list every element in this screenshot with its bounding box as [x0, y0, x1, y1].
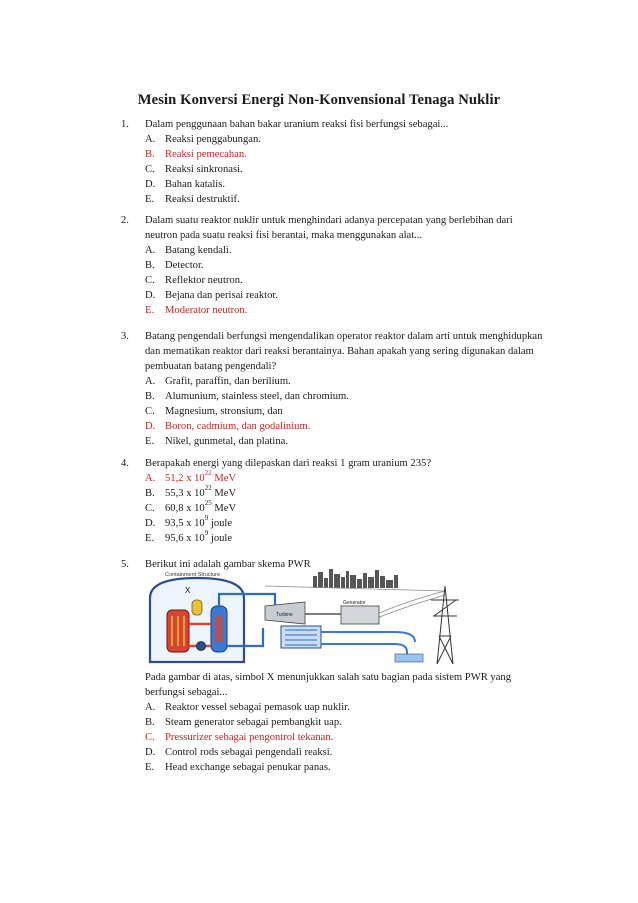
option-b: B. Detector.: [145, 260, 204, 271]
option-d: D. 93,5 x $10^9$ joule: [145, 514, 233, 529]
question-stem-line: berfungsi sebagai...: [145, 687, 228, 698]
question-stem-line: Dalam penggunaan bahan bakar uranium reaksi fisi berfungsi sebagai...: [145, 119, 449, 130]
x-marker-label: X: [185, 586, 191, 595]
option-b: B. Steam generator sebagai pembangkit uap.: [145, 717, 342, 728]
generator-label: Generator: [343, 600, 366, 606]
option-a-correct: A. 51,2 x $10^{22}$ MeV: [145, 469, 237, 484]
option-a: A. Grafit, paraffin, dan berilium.: [145, 376, 291, 387]
city-skyline-icon: [313, 569, 398, 588]
question-number: 5.: [121, 559, 129, 570]
option-d: D. Bejana dan perisai reaktor.: [145, 290, 278, 301]
option-c: C. Reflektor neutron.: [145, 275, 243, 286]
question-stem-line: pembuatan batang pengendali?: [145, 361, 277, 372]
option-b: B. Alumunium, stainless steel, dan chromium.: [145, 391, 349, 402]
option-c: C. 60,8 x $10^{25}$ MeV: [145, 499, 237, 514]
question-stem-line: Berikut ini adalah gambar skema PWR: [145, 559, 311, 570]
option-e: E. 95,6 x $10^9$ joule: [145, 529, 233, 544]
option-b-correct: B. Reaksi pemecahan.: [145, 149, 247, 160]
option-e: E. Reaksi destruktif.: [145, 194, 240, 205]
option-d: D. Control rods sebagai pengendali reaksi.: [145, 747, 333, 758]
option-e: E. Nikel, gunmetal, dan platina.: [145, 436, 288, 447]
question-number: 3.: [121, 331, 129, 342]
containment-structure: [150, 578, 244, 662]
question-stem-line: neutron pada suatu reaksi fisi berantai, maka menggunakan alat...: [145, 230, 423, 241]
option-d-correct: D. Boron, cadmium, dan godalinium.: [145, 421, 311, 432]
option-b: B. 55,3 x $10^{22}$ MeV: [145, 484, 237, 499]
option-c-correct: C. Pressurizer sebagai pengontrol tekanan.: [145, 732, 334, 743]
question-3: [121, 329, 571, 449]
option-a: A. Reaktor vessel sebagai pemasok uap nuklir.: [145, 702, 350, 713]
option-a: A. Batang kendali.: [145, 245, 232, 256]
question-number: 2.: [121, 215, 129, 226]
turbine-label: Turbine: [276, 612, 293, 618]
document-title: Mesin Konversi Energi Non-Konvensional Tenaga Nuklir: [137, 92, 501, 108]
question-stem-line: Dalam suatu reaktor nuklir untuk menghindari adanya percepatan yang berlebihan dari: [145, 215, 513, 226]
cooling-water-source: [395, 654, 423, 662]
option-e-correct: E. Moderator neutron.: [145, 305, 248, 316]
option-d: D. Bahan katalis.: [145, 179, 226, 190]
question-1: [121, 117, 571, 207]
question-2: [121, 213, 571, 318]
generator: [341, 606, 379, 624]
option-c: C. Reaksi sinkronasi.: [145, 164, 243, 175]
coolant-pump: [197, 642, 206, 651]
question-stem-line: Pada gambar di atas, simbol X menunjukkan salah satu bagian pada sistem PWR yang: [145, 672, 511, 683]
pressurizer: [192, 600, 202, 615]
question-stem-line: Batang pengendali berfungsi mengendalikan operator reaktor dalam arti untuk menghidupkan: [145, 331, 543, 342]
question-stem-line: Berapakah energi yang dilepaskan dari reaksi 1 gram uranium 235?: [145, 458, 432, 469]
option-a: A. Reaksi penggabungan.: [145, 134, 261, 145]
question-number: 4.: [121, 458, 129, 469]
question-number: 1.: [121, 119, 129, 130]
question-stem-line: dan mematikan reaktor dari reaksi berantainya. Bahan apakah yang sering digunakan dalam: [145, 346, 534, 357]
pwr-schematic-diagram: [145, 566, 480, 666]
option-e: E. Head exchange sebagai penukar panas.: [145, 762, 331, 773]
question-5-continued: [121, 670, 571, 775]
question-4: [121, 456, 571, 546]
option-c: C. Magnesium, stronsium, dan: [145, 406, 283, 417]
containment-structure-label: Containment Structure: [165, 572, 221, 578]
